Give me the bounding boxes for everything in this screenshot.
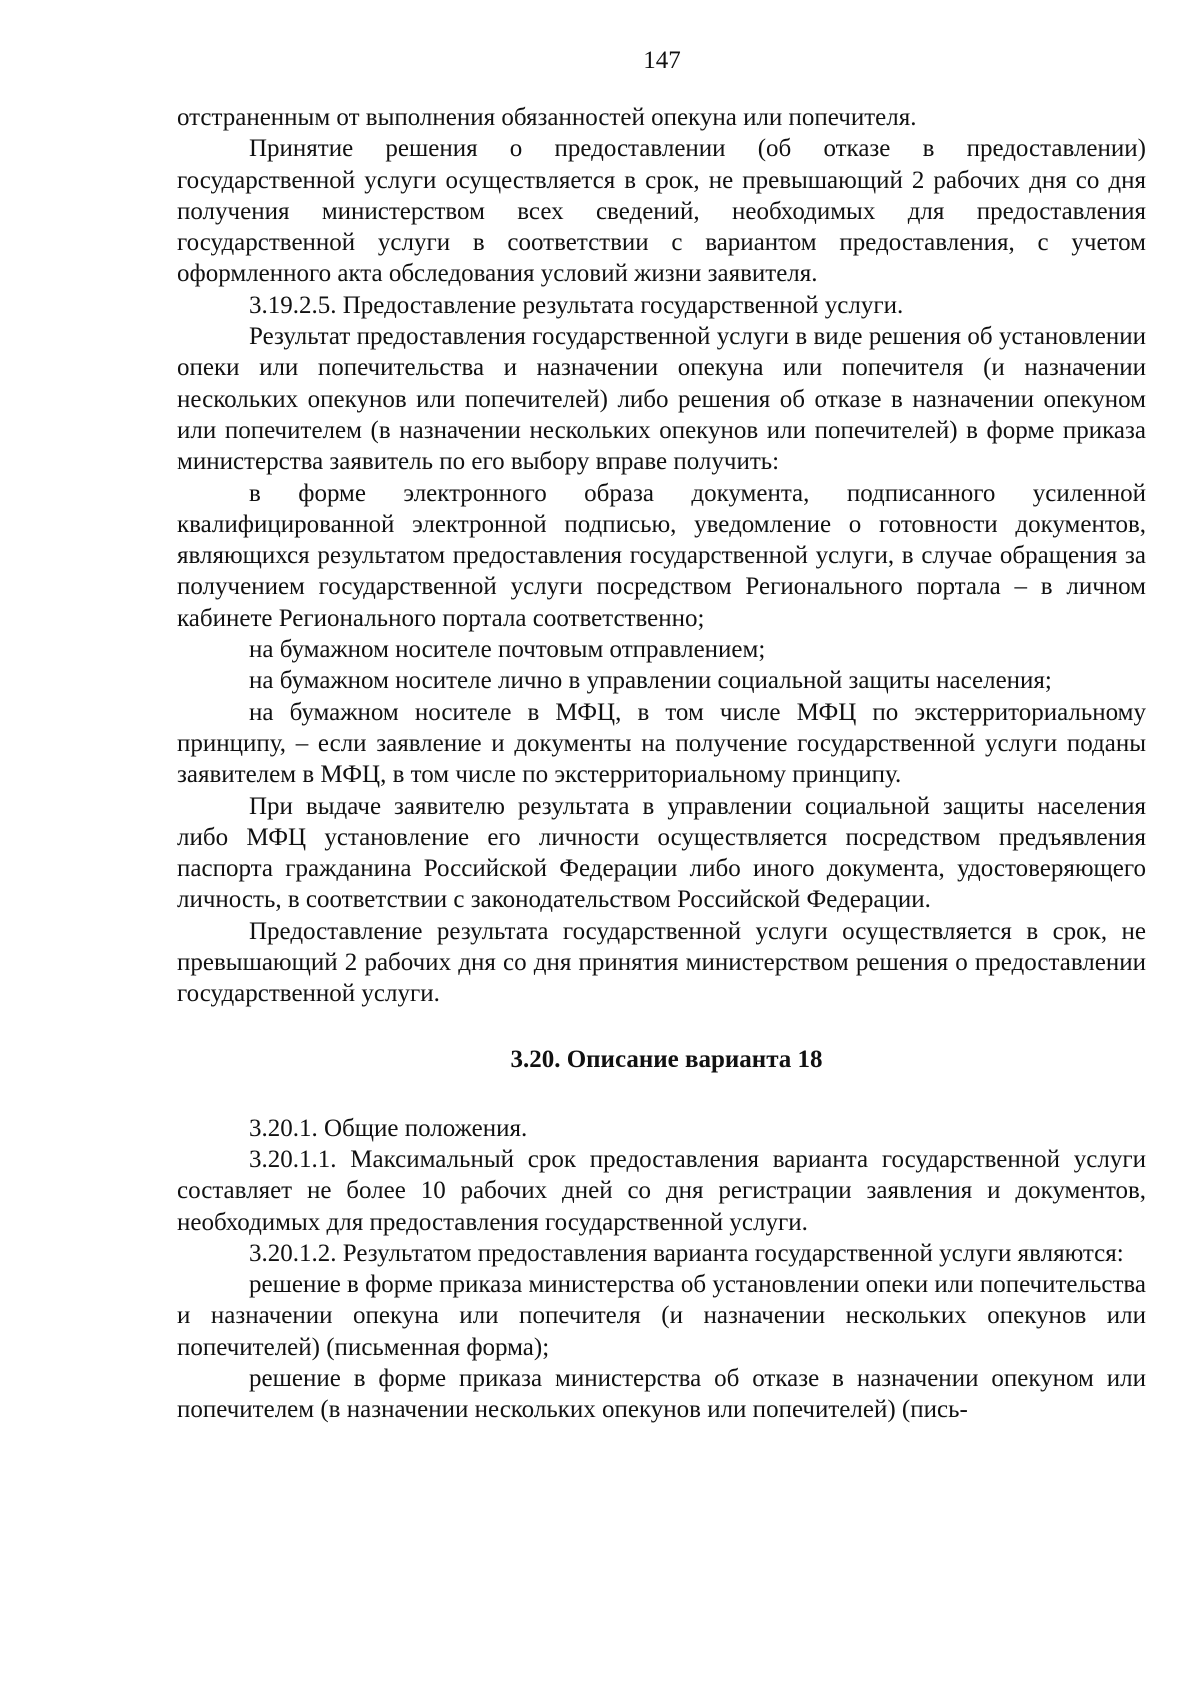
paragraph: решение в форме приказа министерства об отказе в назначении опекуном или попечителем (в назначении нескольких опекунов или попечителей) (пись-: [177, 1364, 1146, 1424]
paragraph: Результат предоставления государственной услуги в виде решения об установлении опеки или попечительства и назначении опекуна или попечителя (и назначении нескольких опекунов или попечителей) либо решения об отказе в назначении опекуном или попечителем (в назначении нескольких опекунов или попечителей) в форме приказа министерства заявитель по его выбору вправе получить:: [177, 323, 1146, 476]
paragraphs-after-section: [177, 1113, 1146, 1426]
paragraph: При выдаче заявителю результата в управлении социальной защиты населения либо МФЦ установление его личности осуществляется посредством предъявления паспорта гражданина Российской Федерации либо иного документа, удостоверяющего личность, в соответствии с законодательством Российской Федерации.: [177, 792, 1146, 914]
paragraph: Принятие решения о предоставлении (об отказе в предоставлении) государственной услуги осуществляется в срок, не превышающий 2 рабочих дня со дня получения министерством всех сведений, необходимых для предоставления государственной услуги в соответствии с вариантом предоставления, с учетом оформленного акта обследования условий жизни заявителя.: [177, 135, 1146, 288]
paragraph: отстраненным от выполнения обязанностей опекуна или попечителя.: [177, 104, 917, 131]
paragraph: 3.20.1. Общие положения.: [249, 1114, 528, 1142]
paragraph: Предоставление результата государственной услуги осуществляется в срок, не превышающий 2 рабочих дня со дня принятия министерством решения о предоставлении государственной услуги.: [177, 917, 1146, 1008]
paragraph: на бумажном носителе почтовым отправлением;: [249, 636, 766, 664]
paragraph: 3.20.1.2. Результатом предоставления варианта государственной услуги являются:: [249, 1239, 1124, 1267]
paragraphs-before-section: [177, 102, 1146, 1010]
paragraph: решение в форме приказа министерства об установлении опеки или попечительства и назначении опекуна или попечителя (и назначении нескольких опекунов или попечителей) (письменная форма);: [177, 1271, 1146, 1361]
paragraph: на бумажном носителе лично в управлении социальной защиты населения;: [249, 667, 1052, 695]
paragraph: в форме электронного образа документа, подписанного усиленной квалифицированной электронной подписью, уведомление о готовности документов, являющихся результатом предоставления государственной услуги, в случае обращения за получением государственной услуги посредством Регионального портала – в личном кабинете Регионального портала соответственно;: [177, 479, 1146, 632]
page-number: 147: [643, 47, 681, 74]
section-heading: 3.20. Описание варианта 18: [510, 1045, 823, 1073]
paragraph: 3.20.1.1. Максимальный срок предоставления варианта государственной услуги составляет не более 10 рабочих дней со дня регистрации заявления и документов, необходимых для предоставления государственной услуги.: [177, 1145, 1146, 1236]
document-body: [177, 102, 1146, 1426]
paragraph: 3.19.2.5. Предоставление результата государственной услуги.: [249, 291, 904, 319]
paragraph: на бумажном носителе в МФЦ, в том числе МФЦ по экстерриториальному принципу, – если заявление и документы на получение государственной услуги поданы заявителем в МФЦ, в том числе по экстерриториальному принципу.: [177, 698, 1146, 789]
